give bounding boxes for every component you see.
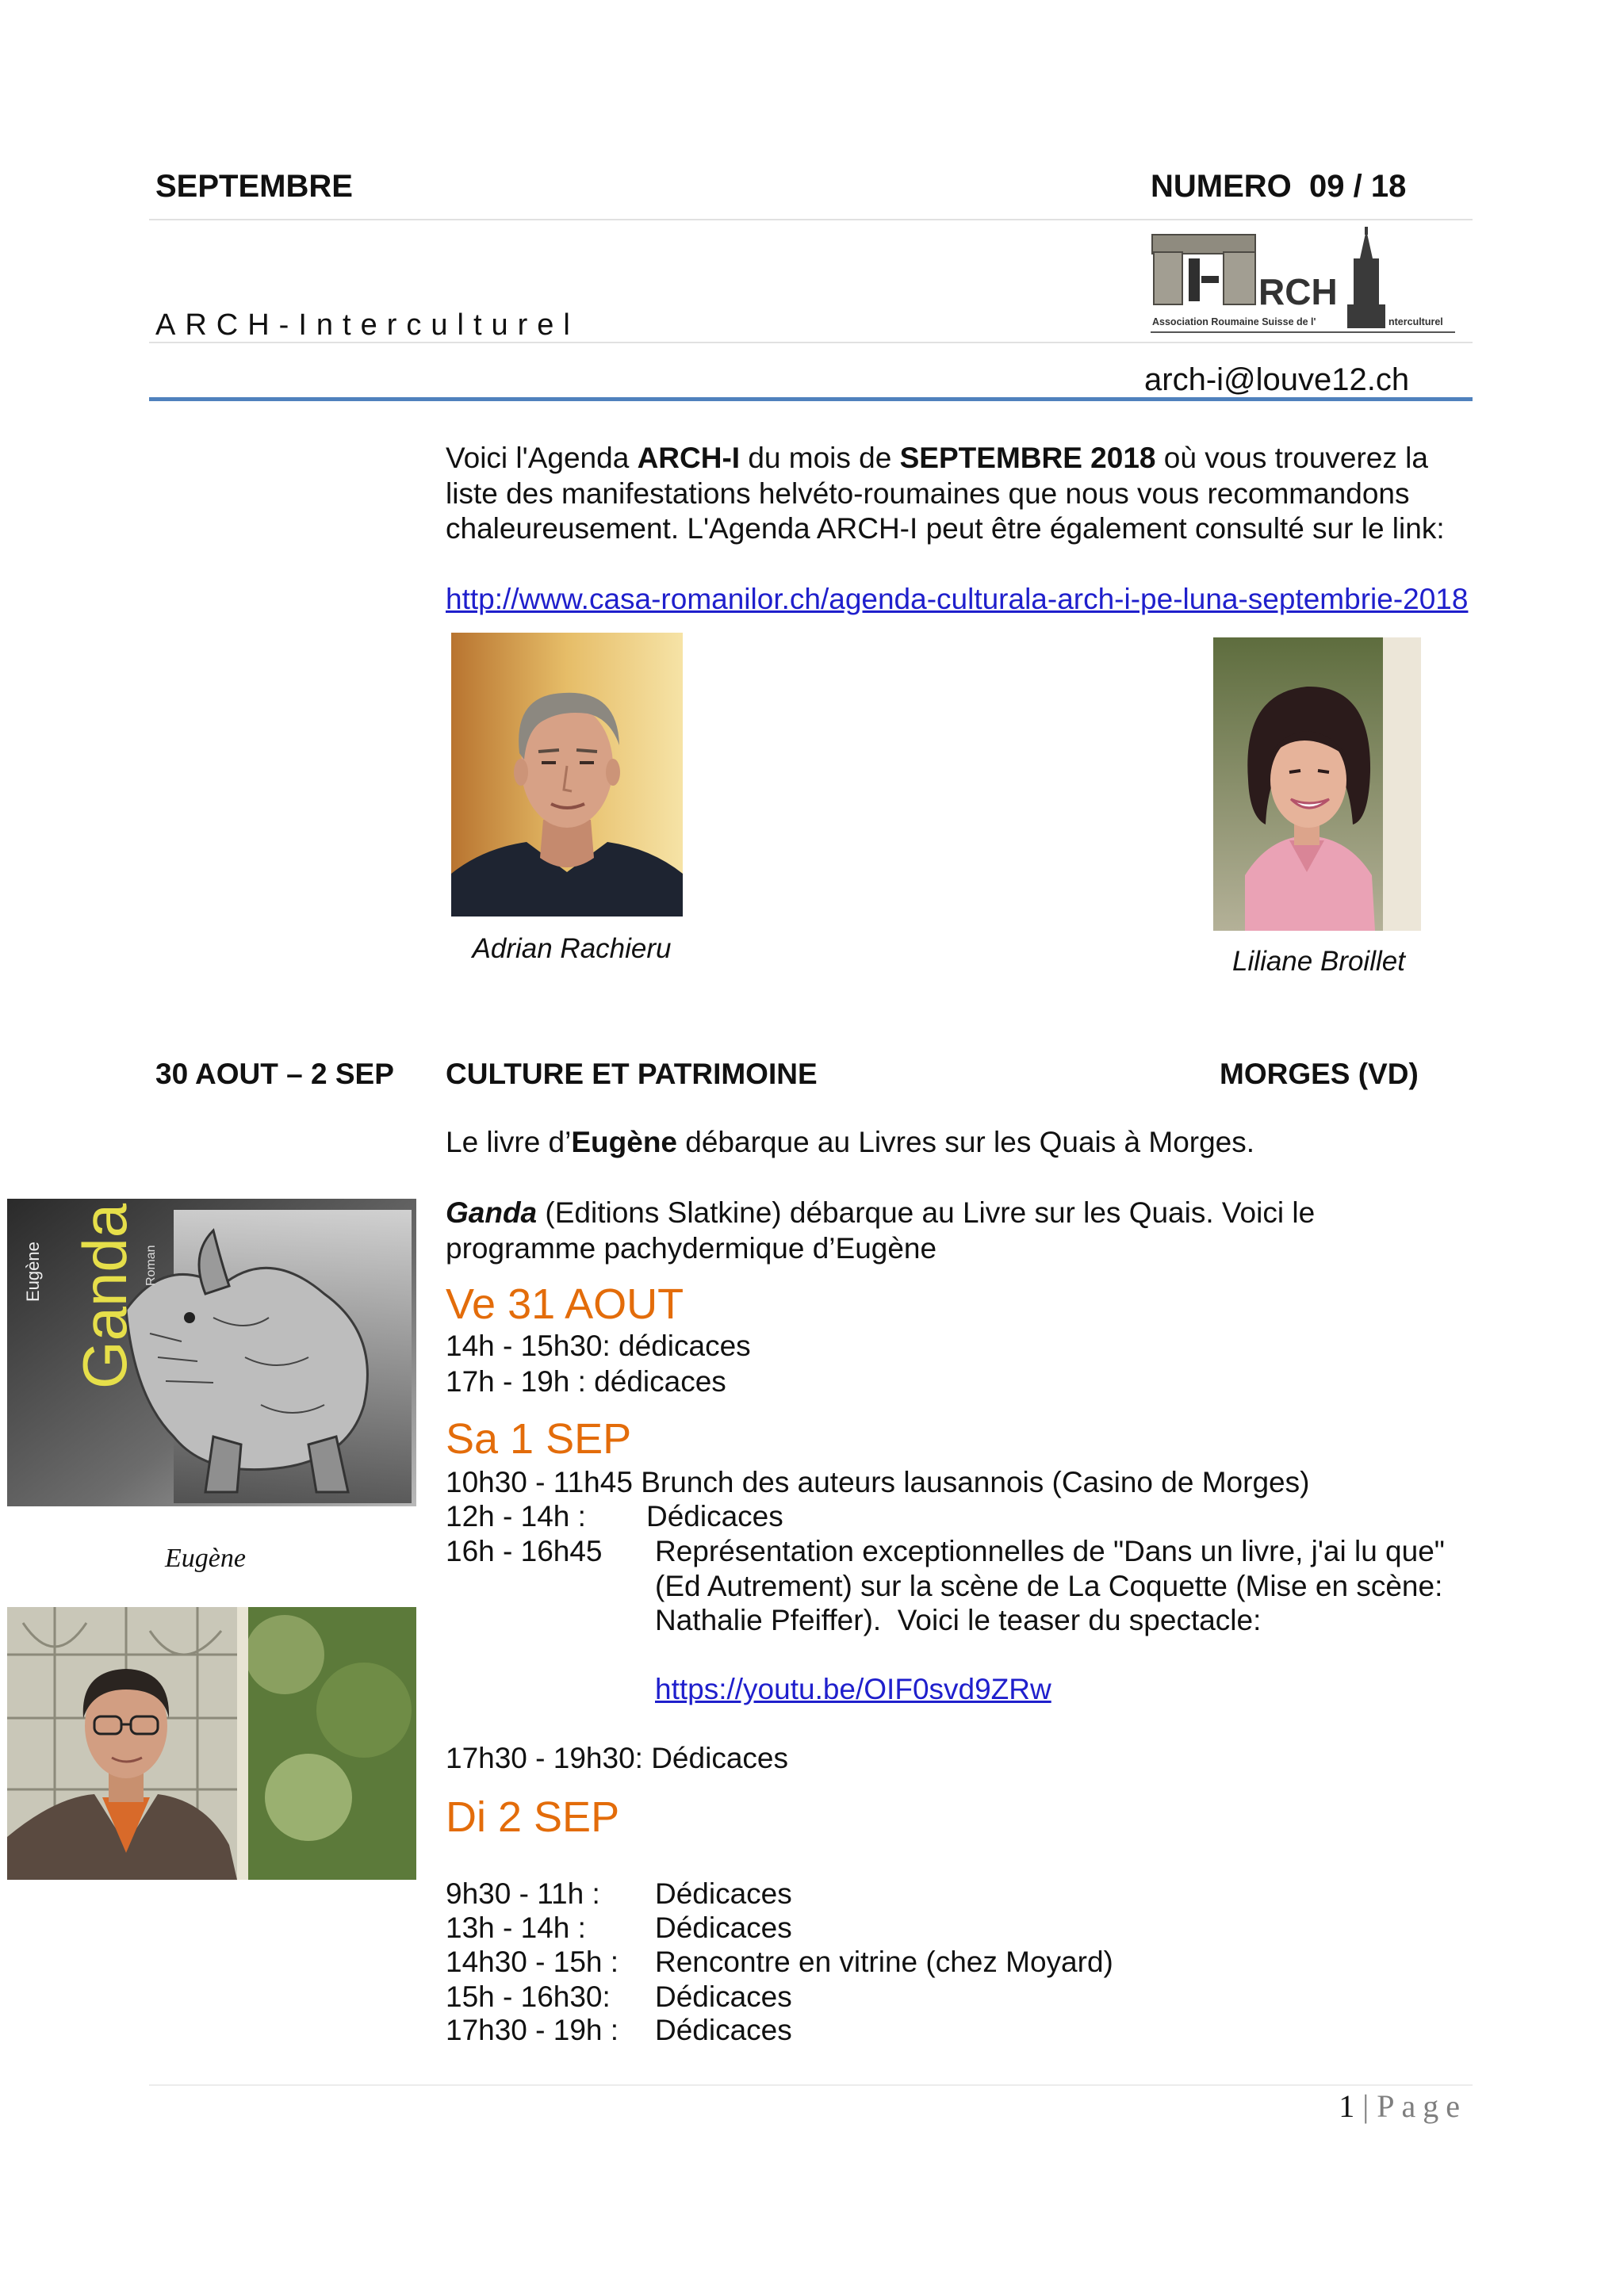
schedule-row: 17h30 - 19h30: Dédicaces (446, 1742, 788, 1774)
schedule-text: Représentation exceptionnelles de "Dans un livre, j'ai lu que" (655, 1535, 1445, 1567)
event-dates: 30 AOUT – 2 SEP (155, 1058, 394, 1090)
page-number: 1 (1339, 2088, 1355, 2124)
schedule-text: Dédicaces (655, 1980, 792, 2013)
event-description-line-2: programme pachydermique d’Eugène (446, 1232, 937, 1265)
event-description-line-1 (446, 1196, 1315, 1230)
book-cover-image (7, 1199, 416, 1506)
footer-divider (149, 2084, 1473, 2086)
portrait-image (451, 633, 683, 916)
photo-eugene (7, 1607, 416, 1880)
schedule-time: 16h - 16h45 (446, 1535, 603, 1567)
schedule-time: 12h - 14h : (446, 1500, 586, 1533)
event-lead-text: débarque au Livres sur les Quais à Morges. (677, 1126, 1255, 1158)
schedule-row: 10h30 - 11h45 Brunch des auteurs lausannois (Casino de Morges) (446, 1466, 1310, 1498)
author-caption: Eugène (165, 1544, 246, 1573)
schedule-row: 14h - 15h30: dédicaces (446, 1330, 751, 1362)
logo-tagline-right: nterculturel (1388, 316, 1443, 327)
logo-tower-cross (1365, 227, 1368, 235)
day-heading-saturday: Sa 1 SEP (446, 1415, 632, 1463)
header-issue-number: NUMERO 09 / 18 (1151, 169, 1407, 204)
header-divider-blue (149, 397, 1473, 401)
photo-liliane-broillet (1213, 637, 1421, 931)
intro-agenda-name: ARCH-I (637, 442, 741, 474)
page-label: Page (1377, 2088, 1467, 2124)
cover-author: Eugène (23, 1242, 43, 1302)
event-author-name: Eugène (571, 1126, 677, 1158)
page-number-footer (1339, 2087, 1467, 2126)
photo-caption-liliane: Liliane Broillet (1232, 946, 1405, 977)
logo-tower-icon (1347, 230, 1385, 328)
intro-line-1 (446, 441, 1428, 476)
logo-gate-lintel (1152, 235, 1255, 254)
logo-mark-text: RCH (1258, 271, 1338, 312)
intro-line-2: liste des manifestations helvéto-roumaines que nous vous recommandons (446, 477, 1410, 510)
schedule-time: 13h - 14h : (446, 1911, 586, 1944)
schedule-time: 14h30 - 15h : (446, 1946, 619, 1978)
schedule-time: 15h - 16h30: (446, 1980, 611, 2013)
intro-text: où vous trouverez la (1155, 442, 1428, 474)
event-lead-text: Le livre d’ (446, 1126, 572, 1158)
book-cover-ganda (7, 1199, 416, 1506)
day-heading-sunday: Di 2 SEP (446, 1793, 620, 1841)
schedule-text: Dédicaces (646, 1500, 783, 1533)
schedule-time: 9h30 - 11h : (446, 1877, 600, 1910)
schedule-text: Dédicaces (655, 1877, 792, 1910)
logo-letter-i (1189, 258, 1200, 301)
logo-gate-pillar-right (1224, 252, 1255, 304)
event-location: MORGES (VD) (1220, 1058, 1419, 1090)
header-email: arch-i@louve12.ch (1144, 362, 1410, 397)
logo-gate-pillar-left (1154, 252, 1182, 304)
intro-text: du mois de (740, 442, 900, 474)
schedule-time: 17h30 - 19h : (446, 2014, 619, 2046)
photo-adrian-rachieru (451, 633, 683, 916)
event-category: CULTURE ET PATRIMOINE (446, 1058, 818, 1090)
photo-caption-adrian: Adrian Rachieru (472, 933, 672, 964)
portrait-image (7, 1607, 416, 1880)
arch-logo (1147, 227, 1458, 338)
book-title: Ganda (446, 1196, 538, 1229)
schedule-row: 17h - 19h : dédicaces (446, 1365, 726, 1398)
intro-text: Voici l'Agenda (446, 442, 638, 474)
cover-title: Ganda (70, 1203, 140, 1389)
event-description-text: (Editions Slatkine) débarque au Livre sur les Quais. Voici le (537, 1196, 1316, 1229)
header-divider-middle (149, 342, 1473, 343)
header-divider-top (149, 219, 1473, 220)
day-heading-friday: Ve 31 AOUT (446, 1280, 684, 1328)
header-month: SEPTEMBRE (155, 169, 353, 204)
agenda-link[interactable]: http://www.casa-romanilor.ch/agenda-culturala-arch-i-pe-luna-septembrie-2018 (446, 583, 1469, 615)
logo-dash (1201, 276, 1219, 283)
intro-month: SEPTEMBRE 2018 (899, 442, 1156, 474)
schedule-text: Dédicaces (655, 2014, 792, 2046)
teaser-video-link[interactable]: https://youtu.be/OIF0svd9ZRw (655, 1673, 1051, 1705)
portrait-image (1213, 637, 1421, 931)
schedule-text: Rencontre en vitrine (chez Moyard) (655, 1946, 1113, 1978)
header-title: ARCH-Interculturel (155, 308, 580, 342)
intro-line-3: chaleureusement. L'Agenda ARCH-I peut être également consulté sur le link: (446, 512, 1445, 545)
schedule-text: Dédicaces (655, 1911, 792, 1944)
logo-tagline-left: Association Roumaine Suisse de l' (1152, 316, 1316, 327)
schedule-text: (Ed Autrement) sur la scène de La Coquette (Mise en scène: (655, 1570, 1443, 1602)
cover-genre: Roman (144, 1245, 158, 1286)
event-lead (446, 1125, 1254, 1160)
page-separator: | (1354, 2088, 1377, 2124)
schedule-text: Nathalie Pfeiffer). Voici le teaser du spectacle: (655, 1604, 1262, 1636)
arch-logo-graphic (1147, 227, 1458, 338)
